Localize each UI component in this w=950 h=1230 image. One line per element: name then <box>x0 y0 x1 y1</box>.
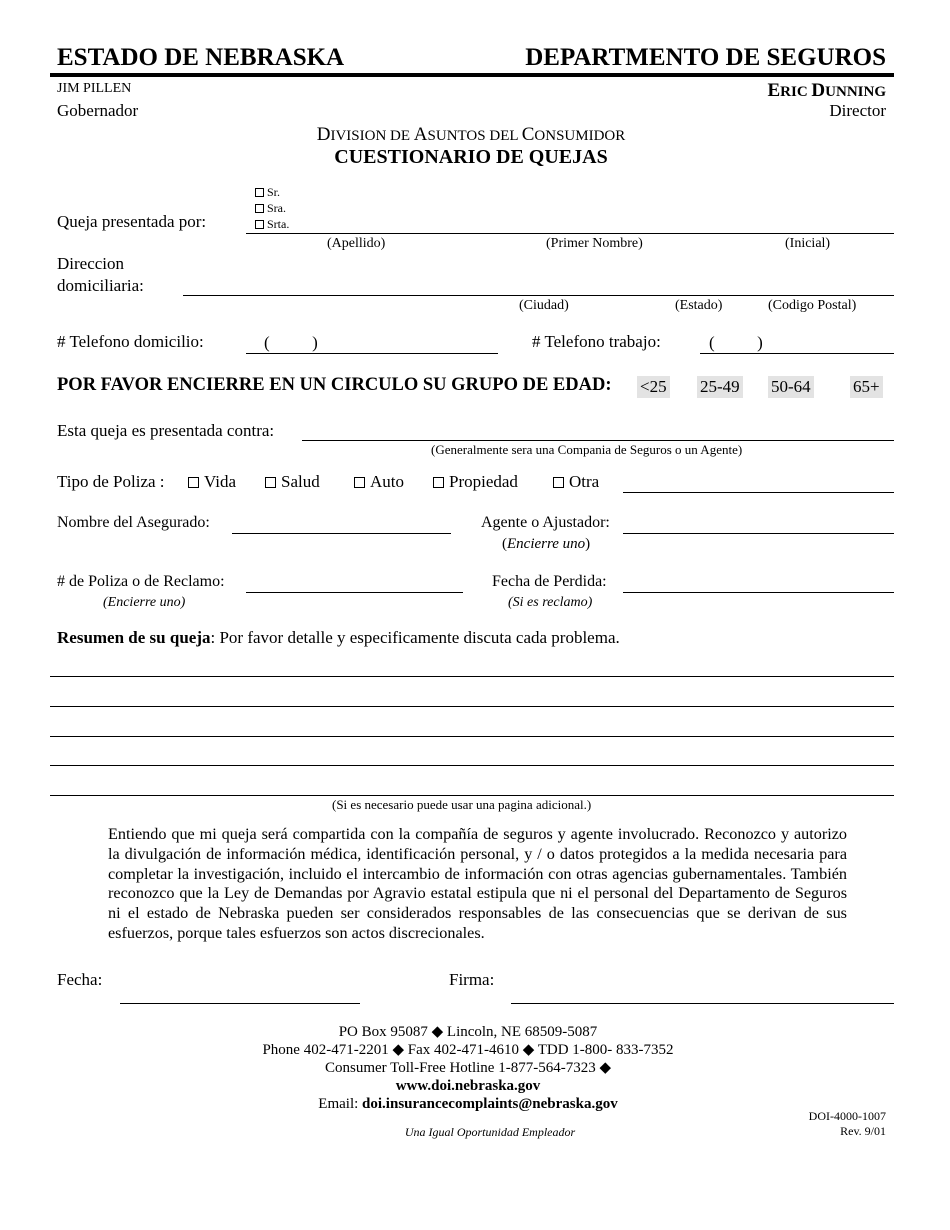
signature-label: Firma: <box>449 970 495 989</box>
footer-address: PO Box 95087 ◆ Lincoln, NE 68509-5087 <box>338 1024 598 1040</box>
policy-salud[interactable]: Salud <box>265 472 320 492</box>
initial-caption: (Inicial) <box>785 236 831 251</box>
work-phone-area: ( ) <box>709 333 763 352</box>
age-65-plus[interactable]: 65+ <box>850 376 883 398</box>
policy-auto[interactable]: Auto <box>354 472 404 492</box>
summary-line-3[interactable] <box>50 736 894 737</box>
first-name-caption: (Primer Nombre) <box>546 236 643 251</box>
home-phone-line[interactable] <box>246 353 498 354</box>
footer-block <box>0 1023 936 1113</box>
loss-date-line[interactable] <box>623 592 894 593</box>
checkbox-auto[interactable] <box>354 477 365 488</box>
summary-line-1[interactable] <box>50 676 894 677</box>
summary-line-2[interactable] <box>50 706 894 707</box>
agent-hint: (Encierre uno) <box>502 536 591 552</box>
checkbox-salud[interactable] <box>265 477 276 488</box>
footer-website[interactable]: www.doi.nebraska.gov <box>395 1078 541 1094</box>
checkbox-propiedad[interactable] <box>433 477 444 488</box>
department-heading: DEPARTMENTO DE SEGUROS <box>525 44 886 71</box>
policy-other-line[interactable] <box>623 492 894 493</box>
agent-label: Agente o Ajustador: <box>481 514 610 531</box>
equal-opportunity: Una Igual Oportunidad Empleador <box>404 1125 576 1139</box>
salutation-group <box>255 184 289 232</box>
summary-label: Resumen de su queja: Por favor detalle y especificamente discuta cada problema. <box>57 628 620 647</box>
policy-number-label: # de Poliza o de Reclamo: <box>57 573 225 590</box>
summary-line-4[interactable] <box>50 765 894 766</box>
extra-page-note: (Si es necesario puede usar una pagina adicional.) <box>332 797 592 812</box>
signature-line[interactable] <box>511 1003 894 1004</box>
policy-propiedad[interactable]: Propiedad <box>433 472 518 492</box>
checkbox-otra[interactable] <box>553 477 564 488</box>
city-caption: (Ciudad) <box>519 298 569 313</box>
complainant-name-line[interactable] <box>246 233 894 234</box>
summary-line-5[interactable] <box>50 795 894 796</box>
header-rule <box>50 73 894 77</box>
loss-date-hint: (Si es reclamo) <box>508 595 593 610</box>
policy-vida[interactable]: Vida <box>188 472 236 492</box>
state-caption: (Estado) <box>675 298 723 313</box>
against-hint: (Generalmente sera una Compania de Seguros o un Agente) <box>431 442 743 457</box>
work-phone-label: # Telefono trabajo: <box>532 332 661 351</box>
policy-number-hint: (Encierre uno) <box>103 595 186 610</box>
policy-type-label: Tipo de Poliza : <box>57 472 165 491</box>
footer-email-row: Email: doi.insurancecomplaints@nebraska.gov <box>318 1096 618 1112</box>
checkbox-srta[interactable] <box>255 220 264 229</box>
division-name: DIVISION DE ASUNTOS DEL CONSUMIDOR <box>316 124 626 145</box>
age-25-49[interactable]: 25-49 <box>697 376 743 398</box>
complainant-label: Queja presentada por: <box>57 212 207 231</box>
salutation-srta[interactable]: Srta. <box>255 216 289 232</box>
date-line[interactable] <box>120 1003 360 1004</box>
consent-paragraph: Entiendo que mi queja será compartida con la compañía de seguros y agente involucrado. Reconozco y autorizo la divulgación de información médica, identificación personal, y / o datos protegidos a la medida necesaria para completar la investigación, incluido el intercambio de información con otras agencias gubernamentales. También reconozco que la Ley de Demandas por Agravio estatal estipula que ni el personal del Departamento de Seguros ni el estado de Nebraska pueden ser considerados responsables de las consecuencias que se derivan de sus esfuerzos, porque tales esfuerzos son actos discrecionales. <box>108 825 847 942</box>
footer-hotline: Consumer Toll-Free Hotline 1-877-564-7323 ◆ <box>324 1060 611 1076</box>
footer-email[interactable]: doi.insurancecomplaints@nebraska.gov <box>362 1096 618 1112</box>
checkbox-vida[interactable] <box>188 477 199 488</box>
age-group-label: POR FAVOR ENCIERRE EN UN CIRCULO SU GRUPO DE EDAD: <box>57 375 612 395</box>
age-50-64[interactable]: 50-64 <box>768 376 814 398</box>
director-name: ERIC DUNNING <box>767 80 886 101</box>
policy-otra[interactable]: Otra <box>553 472 599 492</box>
address-label: Direccion domiciliaria: <box>57 254 144 295</box>
salutation-sr[interactable]: Sr. <box>255 184 289 200</box>
last-name-caption: (Apellido) <box>327 236 386 251</box>
insured-label: Nombre del Asegurado: <box>57 514 210 531</box>
policy-number-line[interactable] <box>246 592 463 593</box>
against-line[interactable] <box>302 440 894 441</box>
address-line[interactable] <box>183 295 894 296</box>
zip-caption: (Codigo Postal) <box>768 298 857 313</box>
home-phone-area: ( ) <box>264 333 318 352</box>
insured-line[interactable] <box>232 533 451 534</box>
home-phone-label: # Telefono domicilio: <box>57 332 204 351</box>
checkbox-sra[interactable] <box>255 204 264 213</box>
agent-line[interactable] <box>623 533 894 534</box>
form-id: DOI-4000-1007 Rev. 9/01 <box>808 1109 886 1138</box>
footer-phones: Phone 402-471-2201 ◆ Fax 402-471-4610 ◆ TDD 1-800- 833-7352 <box>262 1042 674 1058</box>
age-under-25[interactable]: <25 <box>637 376 670 398</box>
governor-title: Gobernador <box>57 101 139 120</box>
form-title: CUESTIONARIO DE QUEJAS <box>334 146 608 168</box>
against-label: Esta queja es presentada contra: <box>57 421 275 440</box>
work-phone-line[interactable] <box>700 353 894 354</box>
loss-date-label: Fecha de Perdida: <box>492 573 607 590</box>
director-title: Director <box>829 101 886 120</box>
checkbox-sr[interactable] <box>255 188 264 197</box>
state-heading: ESTADO DE NEBRASKA <box>57 44 345 71</box>
salutation-sra[interactable]: Sra. <box>255 200 289 216</box>
date-label: Fecha: <box>57 970 103 989</box>
governor-name: JIM PILLEN <box>57 81 132 96</box>
